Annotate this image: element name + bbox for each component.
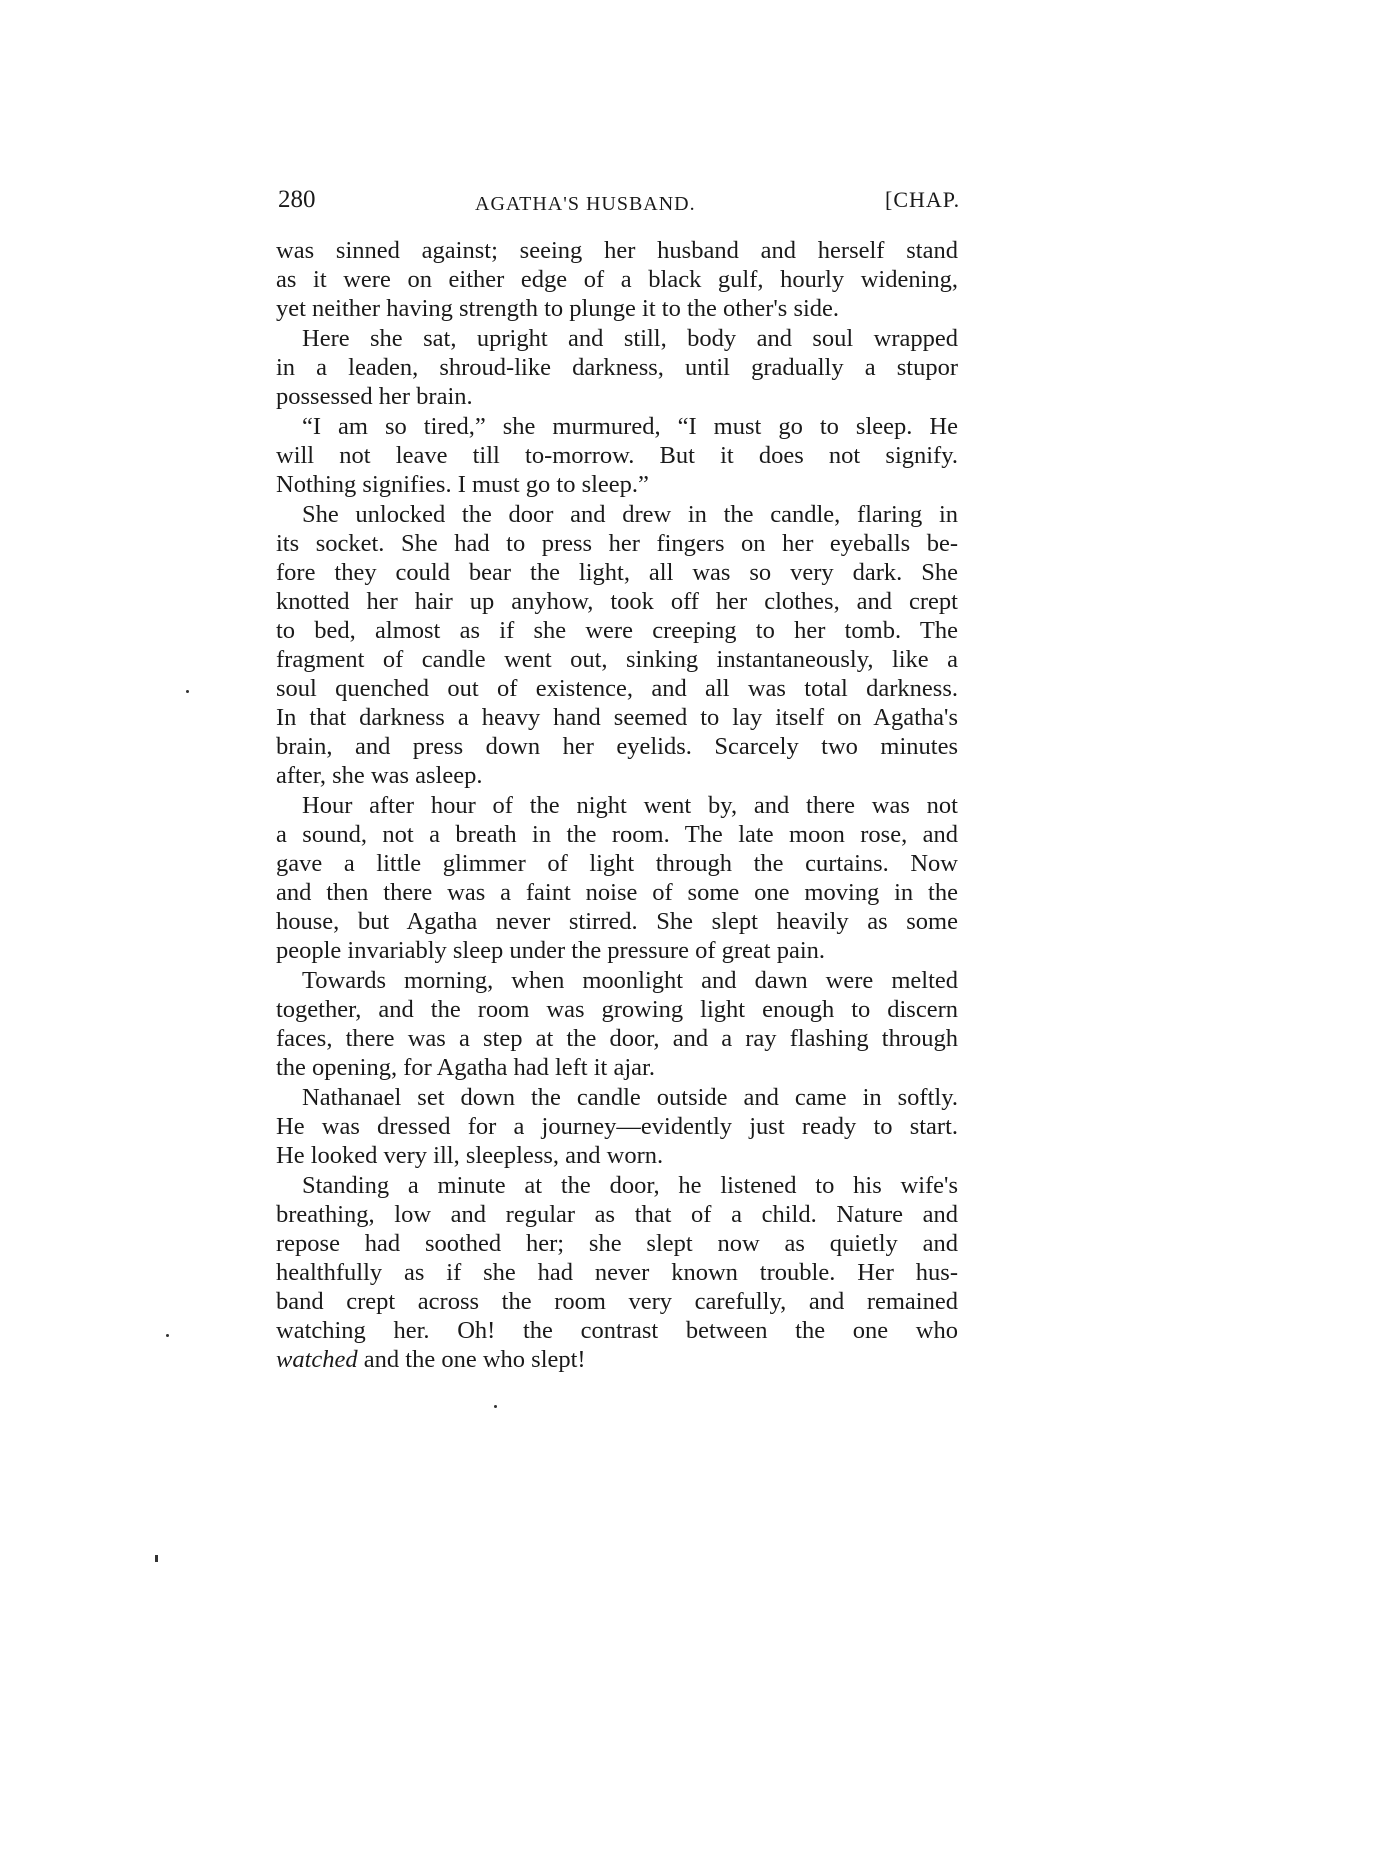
scan-speck — [186, 690, 189, 693]
text-line: Nothing signifies. I must go to sleep.” — [276, 471, 649, 498]
text-line: its socket. She had to press her fingers on her eyeballs be- — [276, 530, 958, 557]
text-line: possessed her brain. — [276, 383, 473, 410]
scan-speck — [166, 1334, 169, 1337]
text-line: Here she sat, upright and still, body and soul wrapped — [302, 325, 958, 352]
text-line: watching her. Oh! the contrast between the one who — [276, 1317, 958, 1344]
text-line: after, she was asleep. — [276, 762, 483, 789]
chapter-mark: [CHAP. — [885, 187, 961, 212]
text-line: the opening, for Agatha had left it ajar. — [276, 1054, 655, 1081]
text-line: yet neither having strength to plunge it to the other's side. — [276, 295, 840, 322]
text-line: in a leaden, shroud-like darkness, until gradually a stupor — [276, 354, 958, 381]
text-line: soul quenched out of existence, and all was total darkness. — [276, 675, 958, 702]
text-line: “I am so tired,” she murmured, “I must go to sleep. He — [302, 413, 958, 440]
text-line: In that darkness a heavy hand seemed to lay itself on Agatha's — [276, 704, 958, 731]
text-line: watched and the one who slept! — [276, 1346, 586, 1373]
text-line: fore they could bear the light, all was so very dark. She — [276, 559, 958, 586]
text-line: repose had soothed her; she slept now as quietly and — [276, 1230, 958, 1257]
text-line: to bed, almost as if she were creeping to her tomb. The — [276, 617, 958, 644]
text-line: knotted her hair up anyhow, took off her clothes, and crept — [276, 588, 958, 615]
text-line: and then there was a faint noise of some one moving in the — [276, 879, 958, 906]
text-line: house, but Agatha never stirred. She slept heavily as some — [276, 908, 958, 935]
text-line: Hour after hour of the night went by, and there was not — [302, 792, 958, 819]
text-line: healthfully as if she had never known trouble. Her hus- — [276, 1259, 958, 1286]
text-line: brain, and press down her eyelids. Scarcely two minutes — [276, 733, 958, 760]
text-line: a sound, not a breath in the room. The late moon rose, and — [276, 821, 958, 848]
page-number: 280 — [278, 186, 316, 213]
text-line: together, and the room was growing light enough to discern — [276, 996, 958, 1023]
text-line: people invariably sleep under the pressure of great pain. — [276, 937, 826, 964]
text-line: She unlocked the door and drew in the candle, flaring in — [302, 501, 958, 528]
text-line: band crept across the room very carefully, and remained — [276, 1288, 958, 1315]
text-line: Standing a minute at the door, he listened to his wife's — [302, 1172, 958, 1199]
text-line: breathing, low and regular as that of a child. Nature and — [276, 1201, 958, 1228]
scan-speck — [494, 1405, 497, 1408]
text-line: Towards morning, when moonlight and dawn were melted — [302, 967, 958, 994]
text-line: faces, there was a step at the door, and a ray flashing through — [276, 1025, 958, 1052]
text-line: He was dressed for a journey—evidently just ready to start. — [276, 1113, 958, 1140]
text-line: will not leave till to-morrow. But it does not signify. — [276, 442, 958, 469]
text-line: Nathanael set down the candle outside and came in softly. — [302, 1084, 958, 1111]
running-title: AGATHA'S HUSBAND. — [475, 193, 696, 215]
text-line: He looked very ill, sleepless, and worn. — [276, 1142, 664, 1169]
text-line: fragment of candle went out, sinking instantaneously, like a — [276, 646, 958, 673]
text-line: as it were on either edge of a black gulf, hourly widening, — [276, 266, 958, 293]
text-line: was sinned against; seeing her husband and herself stand — [276, 237, 958, 264]
scan-speck — [155, 1555, 158, 1562]
text-line: gave a little glimmer of light through the curtains. Now — [276, 850, 958, 877]
